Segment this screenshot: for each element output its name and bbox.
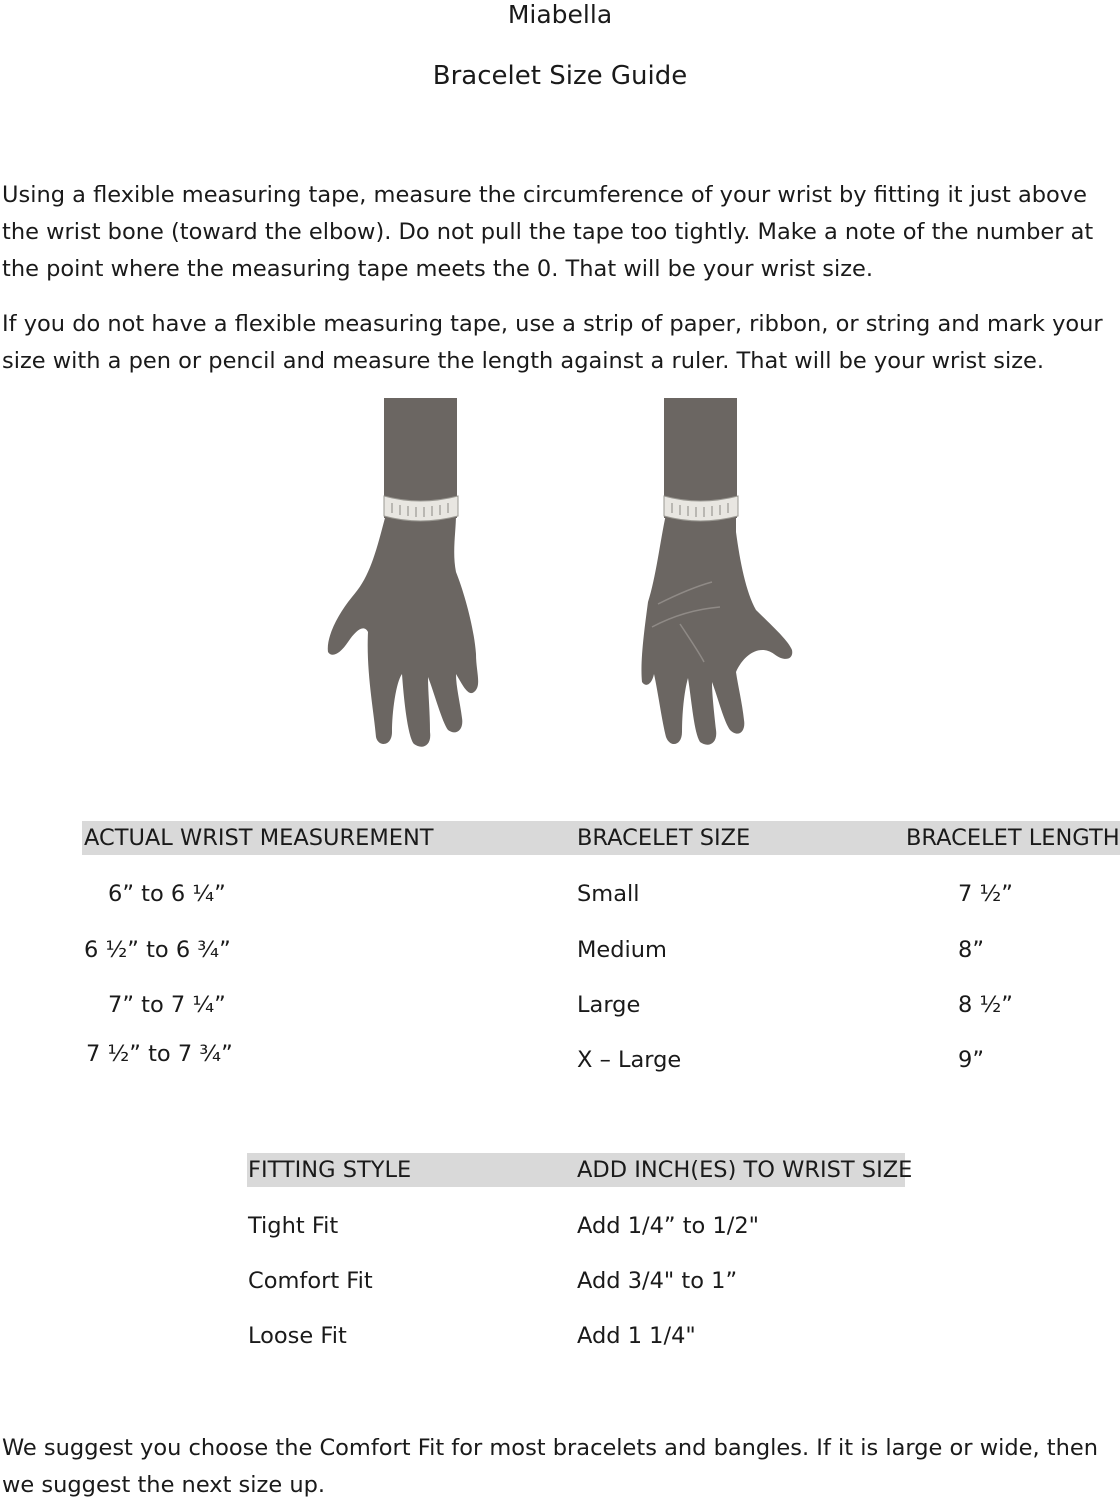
page-title: Bracelet Size Guide [432,61,688,91]
hands-with-measuring-tape-icon [300,392,820,752]
header-bracelet-size: BRACELET SIZE [577,825,751,851]
fitting-style-cell: Tight Fit [248,1213,339,1239]
header-bracelet-length: BRACELET LENGTH [906,825,1120,851]
wrist-measurement-cell: 6 ½” to 6 ¾” [84,937,231,963]
fitting-style-cell: Comfort Fit [248,1268,373,1294]
bracelet-size-cell: Medium [577,937,667,963]
instruction-paragraph-2: If you do not have a flexible measuring tape, use a strip of paper, ribbon, or string and mark your size with a pen or pencil and measure the length against a ruler. That will be your wrist size. [2,311,1103,374]
bracelet-length-cell: 7 ½” [958,881,1013,907]
right-hand-icon [641,398,792,745]
left-hand-icon [328,398,478,747]
bracelet-size-cell: Small [577,881,640,907]
header-actual-wrist-measurement: ACTUAL WRIST MEASUREMENT [84,825,434,851]
footer-note: We suggest you choose the Comfort Fit for most bracelets and bangles. If it is large or wide, then we suggest the next size up. [2,1435,1098,1498]
add-inches-cell: Add 3/4" to 1” [577,1268,738,1294]
brand-name: Miabella [507,0,613,29]
header-add-inches: ADD INCH(ES) TO WRIST SIZE [577,1157,913,1183]
header-fitting-style: FITTING STYLE [248,1157,412,1183]
bracelet-length-cell: 9” [958,1047,984,1073]
bracelet-length-cell: 8” [958,937,984,963]
bracelet-size-cell: Large [577,992,641,1018]
wrist-measurement-cell: 6” to 6 ¼” [108,881,226,907]
bracelet-length-cell: 8 ½” [958,992,1013,1018]
add-inches-cell: Add 1 1/4" [577,1323,696,1349]
wrist-measurement-cell: 7” to 7 ¼” [108,992,226,1018]
add-inches-cell: Add 1/4” to 1/2" [577,1213,760,1239]
instruction-paragraph-1: Using a flexible measuring tape, measure the circumference of your wrist by fitting it just above the wrist bone (toward the elbow). Do not pull the tape too tightly. Make a note of the number at the point where the measuring tape meets the 0. That will be your wrist size. [2,182,1094,282]
bracelet-size-cell: X – Large [577,1047,682,1073]
wrist-measurement-cell: 7 ½” to 7 ¾” [86,1041,233,1067]
fitting-style-cell: Loose Fit [248,1323,347,1349]
